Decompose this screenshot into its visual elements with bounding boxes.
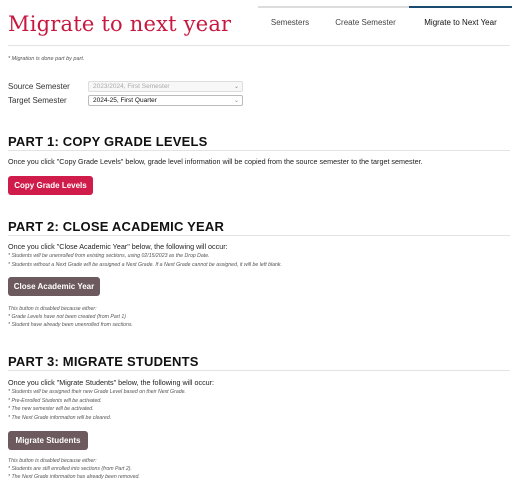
part3-heading: PART 3: MIGRATE STUDENTS	[8, 354, 199, 369]
disabled-title: This button is disabled because either:	[8, 458, 97, 464]
tab-semesters[interactable]: Semesters	[270, 17, 310, 27]
tab-create-semester[interactable]: Create Semester	[335, 17, 396, 27]
target-semester-row	[8, 95, 243, 106]
list-item: * The new semester will be activated.	[8, 406, 94, 413]
target-semester-label: Target Semester	[8, 96, 67, 105]
list-item: * Student have already been unenrolled from sections.	[8, 322, 133, 328]
migrate-students-button[interactable]: Migrate Students	[8, 431, 88, 450]
migration-note: * Migration is done part by part.	[8, 56, 85, 62]
part2-disabled-note	[8, 305, 133, 329]
part3-bullets	[8, 388, 186, 422]
list-item: * Students will be assigned their new Grade Level based on their Next Grade.	[8, 389, 186, 395]
source-semester-row	[8, 81, 243, 92]
target-semester-select[interactable]	[88, 95, 243, 106]
list-item: * The Next Grade information has already been removed.	[8, 474, 140, 480]
chevron-down-icon: ⌄	[233, 98, 239, 104]
copy-grade-levels-button[interactable]: Copy Grade Levels	[8, 176, 93, 195]
part1-intro: Once you click "Copy Grade Levels" below, grade level information will be copied from the source semester to the target semester.	[8, 157, 423, 166]
part2-bullets	[8, 252, 282, 269]
part3-disabled-note	[8, 457, 140, 481]
target-semester-value: 2024-25, First Quarter	[93, 97, 157, 104]
title-divider	[8, 45, 510, 46]
list-item: * Students without a Next Grade will be assigned a Next Grade. If a Next Grade cannot be assigned, it will be left blank.	[8, 261, 282, 268]
part3-divider	[8, 370, 510, 371]
list-item: * Students are still enrolled into sections (from Part 2).	[8, 466, 132, 472]
source-semester-value: 2023/2024, First Semester	[93, 83, 170, 90]
disabled-title: This button is disabled because either:	[8, 306, 97, 312]
list-item: * The Next Grade information will be cleared.	[8, 414, 112, 421]
chevron-down-icon: ⌄	[233, 84, 239, 90]
list-item: * Students will be unenrolled from existing sections, using 02/15/2023 as the Drop Date.	[8, 253, 210, 259]
part1-heading: PART 1: COPY GRADE LEVELS	[8, 134, 208, 149]
part3-intro: Once you click "Migrate Students" below, the following will occur:	[8, 378, 215, 387]
source-semester-label: Source Semester	[8, 82, 70, 91]
tab-bar	[258, 6, 512, 36]
source-semester-select	[88, 81, 243, 92]
list-item: * Grade Levels have not been created (from Part 1)	[8, 314, 126, 320]
part2-intro: Once you click "Close Academic Year" below, the following will occur:	[8, 242, 228, 251]
close-academic-year-button[interactable]: Close Academic Year	[8, 277, 100, 296]
list-item: * Pre-Enrolled Students will be activated.	[8, 397, 102, 404]
part2-heading: PART 2: CLOSE ACADEMIC YEAR	[8, 219, 225, 234]
page-title: Migrate to next year	[8, 12, 232, 36]
part2-divider	[8, 235, 510, 236]
tab-migrate-to-next-year[interactable]: Migrate to Next Year	[409, 6, 512, 36]
part1-divider	[8, 150, 510, 151]
